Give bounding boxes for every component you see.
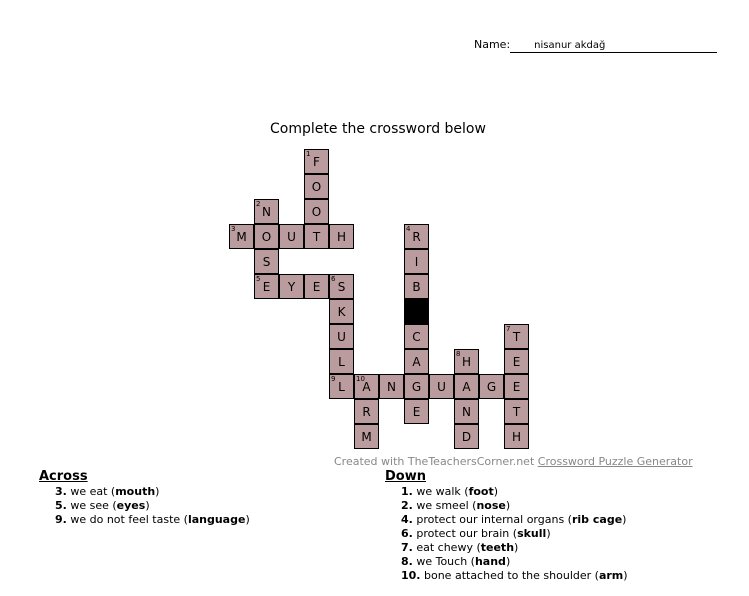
grid-cell (504, 374, 529, 399)
down-clue (401, 555, 628, 569)
grid-cell (354, 399, 379, 424)
across-clue (55, 499, 250, 513)
grid-cell (379, 374, 404, 399)
grid-cell (454, 399, 479, 424)
clue-number: 7. (401, 541, 413, 554)
cell-letter: S (337, 280, 346, 294)
clue-number: 1 (306, 150, 311, 158)
clue-text: we eat ( (70, 485, 116, 498)
clue-number: 8 (456, 350, 461, 358)
down-heading: Down (385, 469, 426, 484)
cell-letter: G (486, 380, 497, 394)
clue-number: 9. (55, 513, 67, 526)
grid-cell (304, 224, 329, 249)
clue-number: 10. (401, 569, 421, 582)
cell-letter: O (311, 205, 322, 219)
clue-text: we do not feel taste ( (70, 513, 188, 526)
cell-letter: K (337, 305, 346, 319)
clue-text-end: ) (245, 513, 250, 526)
cell-letter: E (512, 355, 521, 369)
clue-number: 9 (331, 375, 336, 383)
clue-number: 2 (256, 200, 261, 208)
cell-letter: A (412, 355, 421, 369)
grid-cell (304, 149, 329, 174)
across-clue (55, 513, 250, 527)
clue-text: we Touch ( (416, 555, 475, 568)
grid-cell (329, 299, 354, 324)
grid-cell (404, 349, 429, 374)
cell-letter: N (262, 205, 271, 219)
across-clue (55, 485, 250, 499)
cell-letter: M (236, 230, 247, 244)
clue-number: 4 (406, 225, 411, 233)
grid-cell (504, 349, 529, 374)
cell-letter: E (312, 280, 321, 294)
clue-number: 3 (231, 225, 236, 233)
clue-number: 10 (356, 375, 365, 383)
cell-letter: N (387, 380, 396, 394)
cell-letter: H (511, 430, 522, 444)
clue-number: 7 (506, 325, 511, 333)
down-clue (401, 569, 628, 583)
grid-cell (404, 399, 429, 424)
credit-line (334, 455, 693, 468)
clue-text: we smeel ( (416, 499, 477, 512)
generator-link[interactable]: Crossword Puzzle Generator (537, 455, 693, 468)
clue-number: 6 (331, 275, 336, 283)
clue-answer: nose (476, 499, 506, 512)
across-heading: Across (39, 469, 88, 484)
grid-cell (279, 224, 304, 249)
cell-letter: R (412, 230, 421, 244)
clue-answer: arm (598, 569, 624, 582)
grid-cell (454, 349, 479, 374)
cell-letter: E (262, 280, 271, 294)
grid-cell (329, 224, 354, 249)
cell-letter: E (512, 380, 521, 394)
grid-cell (454, 424, 479, 449)
grid-cell (404, 249, 429, 274)
cell-letter: U (287, 230, 296, 244)
grid-cell (504, 399, 529, 424)
clue-text: protect our internal organs ( (416, 513, 572, 526)
cell-letter: T (512, 405, 521, 419)
clue-text: we walk ( (416, 485, 469, 498)
grid-cell-blocked (404, 299, 429, 324)
clue-answer: rib cage (571, 513, 623, 526)
clue-text: protect our brain ( (416, 527, 518, 540)
cell-letter: U (337, 330, 346, 344)
clue-answer: skull (517, 527, 547, 540)
grid-cell (354, 424, 379, 449)
grid-cell (304, 174, 329, 199)
name-field (474, 38, 717, 53)
grid-cell (404, 224, 429, 249)
clue-text-end: ) (493, 485, 499, 498)
down-clue (401, 485, 628, 499)
clue-text-end: ) (622, 513, 627, 526)
grid-cell (504, 324, 529, 349)
cell-letter: T (312, 230, 321, 244)
grid-cell (404, 374, 429, 399)
cell-letter: O (311, 180, 322, 194)
cell-letter: S (262, 255, 271, 269)
clue-answer: mouth (115, 485, 156, 498)
clue-text-end: ) (623, 569, 628, 582)
grid-cell (229, 224, 254, 249)
clue-answer: eyes (116, 499, 146, 512)
clue-number: 8. (401, 555, 413, 568)
across-list (39, 485, 250, 527)
cell-letter: E (412, 405, 421, 419)
grid-cell (354, 374, 379, 399)
grid-cell (304, 274, 329, 299)
cell-letter: G (411, 380, 422, 394)
clue-answer: teeth (480, 541, 515, 554)
clue-text: eat chewy ( (416, 541, 481, 554)
grid-cell (479, 374, 504, 399)
grid-cell (429, 374, 454, 399)
clue-answer: language (187, 513, 246, 526)
cell-letter: C (412, 330, 421, 344)
cell-letter: H (336, 230, 347, 244)
clue-number: 4. (401, 513, 413, 526)
clue-text: we see ( (70, 499, 117, 512)
down-clue (401, 513, 628, 527)
page-title: Complete the crossword below (270, 121, 486, 137)
cell-letter: R (362, 405, 371, 419)
clue-number: 6. (401, 527, 413, 540)
grid-cell (329, 349, 354, 374)
cell-letter: T (512, 330, 521, 344)
clue-text: bone attached to the shoulder ( (424, 569, 599, 582)
credit-text: Created with TheTeachersCorner.net (334, 455, 538, 468)
grid-cell (329, 324, 354, 349)
clue-number: 2. (401, 499, 413, 512)
clue-answer: foot (468, 485, 494, 498)
clue-text-end: ) (505, 499, 511, 512)
cell-letter: D (461, 430, 472, 444)
grid-cell (404, 274, 429, 299)
grid-cell (329, 374, 354, 399)
grid-cell (304, 199, 329, 224)
clue-answer: hand (474, 555, 506, 568)
cell-letter: L (338, 355, 345, 369)
grid-cell (254, 274, 279, 299)
clue-text-end: ) (155, 485, 160, 498)
down-clues (385, 469, 628, 583)
grid-cell (254, 199, 279, 224)
cell-letter: N (462, 405, 471, 419)
grid-cell (254, 224, 279, 249)
cell-letter: H (461, 355, 472, 369)
across-clues (39, 469, 250, 527)
cell-letter: F (313, 155, 320, 169)
clue-text-end: ) (546, 527, 551, 540)
down-clue (401, 527, 628, 541)
cell-letter: A (362, 380, 371, 394)
down-clue (401, 541, 628, 555)
cell-letter: L (338, 380, 345, 394)
grid-cell (329, 274, 354, 299)
clue-text-end: ) (505, 555, 511, 568)
clue-number: 1. (401, 485, 413, 498)
cell-letter: U (437, 380, 446, 394)
clue-number: 5 (256, 275, 261, 283)
name-label: Name: (474, 38, 511, 51)
cell-letter: B (412, 280, 421, 294)
grid-cell (404, 324, 429, 349)
name-value: nisanur akdağ (510, 39, 717, 53)
cell-letter: O (261, 230, 272, 244)
grid-cell (254, 249, 279, 274)
down-clue (401, 499, 628, 513)
cell-letter: M (361, 430, 372, 444)
down-list (385, 485, 628, 583)
clue-text-end: ) (514, 541, 519, 554)
cell-letter: A (462, 380, 471, 394)
clue-number: 5. (55, 499, 67, 512)
cell-letter: Y (287, 280, 296, 294)
cell-letter: I (414, 255, 419, 269)
clue-text-end: ) (145, 499, 150, 512)
grid-cell (454, 374, 479, 399)
grid-cell (504, 424, 529, 449)
grid-cell (279, 274, 304, 299)
clue-number: 3. (55, 485, 67, 498)
